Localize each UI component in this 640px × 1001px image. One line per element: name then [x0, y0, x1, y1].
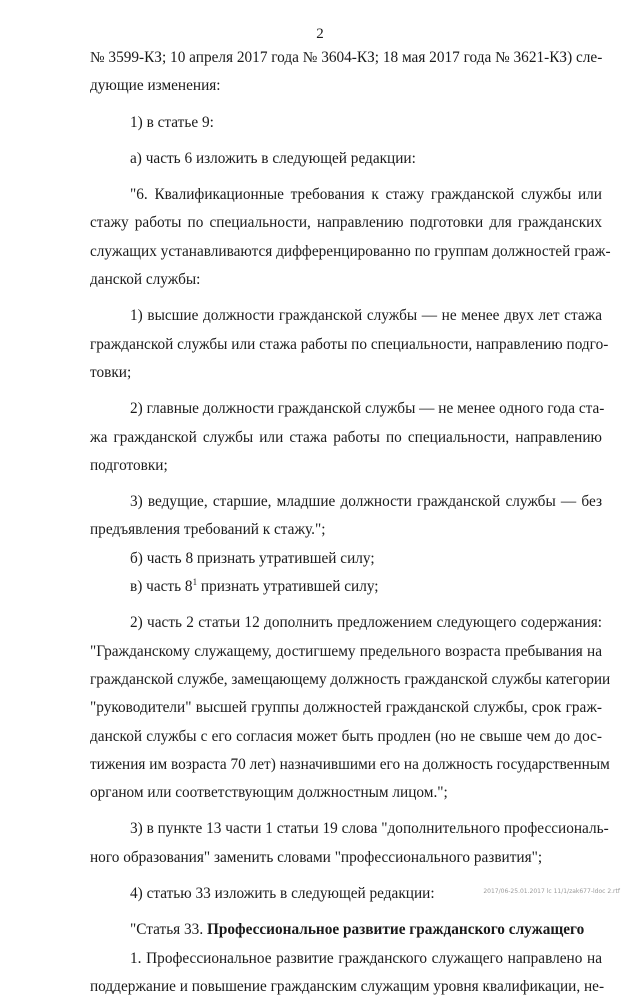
- text-line: 1) высшие должности гражданской службы — не менее двух лет стажа: [130, 307, 602, 325]
- text-line: служащих устанавливаются дифференцированно по группам должностей граж-: [90, 242, 611, 260]
- text-line: стажу работы по специальности, направлению подготовки для гражданских: [90, 214, 602, 232]
- text-fragment: признать утратившей силу;: [197, 578, 379, 596]
- superscript: 1: [192, 577, 198, 588]
- text-line: гражданской службе, замещающему должность гражданской службы категории: [90, 670, 611, 688]
- document-body: [90, 44, 611, 1001]
- article-number: "Статья 33.: [130, 921, 207, 939]
- text-line: органом или соответствующим должностным лицом.";: [90, 784, 448, 802]
- text-line: товки;: [90, 363, 132, 381]
- text-line: данской службы:: [90, 271, 201, 289]
- text-line: 2) часть 2 статьи 12 дополнить предложением следующего содержания:: [130, 614, 602, 632]
- text-line: 1) в статье 9:: [130, 113, 214, 131]
- text-line: [90, 573, 602, 601]
- text-line: 1. Профессиональное развитие гражданского служащего направлено на: [130, 949, 602, 967]
- article-title: Профессиональное развитие гражданского служащего: [206, 921, 585, 939]
- text-fragment: в) часть 8: [130, 578, 193, 596]
- text-line: 2) главные должности гражданской службы — не менее одного года ста-: [130, 400, 605, 418]
- text-line: подготовки;: [90, 456, 168, 474]
- text-line: "Гражданскому служащему, достигшему предельного возраста пребывания на: [90, 642, 602, 660]
- text-line: № 3599-КЗ; 10 апреля 2017 года № 3604-КЗ; 18 мая 2017 года № 3621-КЗ) сле-: [90, 49, 603, 66]
- text-line: тижения им возраста 70 лет) назначившими его на должность государственным: [90, 755, 610, 773]
- text-line: жа гражданской службы или стажа работы по специальности, направлению: [90, 428, 602, 446]
- text-line: "руководители" высшей группы должностей гражданской службы, срок граж-: [90, 699, 602, 717]
- text-line: предъявления требований к стажу.";: [90, 521, 326, 539]
- text-line: 4) статью 33 изложить в следующей редакции:: [130, 885, 435, 903]
- text-line: а) часть 6 изложить в следующей редакции:: [130, 149, 416, 167]
- text-line: "6. Квалификационные требования к стажу гражданской службы или: [130, 186, 602, 204]
- text-line: поддержание и повышение гражданским служащим уровня квалификации, не-: [90, 977, 605, 995]
- page-number: 2: [316, 26, 324, 42]
- footer-file-mark: 2017/06-25.01.2017 lc 11/1/zak677-ldoc 2.rtf: [483, 888, 620, 895]
- text-line: 3) ведущие, старшие, младшие должности гражданской службы — без: [130, 493, 602, 511]
- text-line: ного образования" заменить словами "профессионального развития";: [90, 848, 543, 866]
- text-line: б) часть 8 признать утратившей силу;: [130, 549, 375, 567]
- text-line: дующие изменения:: [90, 77, 221, 95]
- text-line: 3) в пункте 13 части 1 статьи 19 слова "дополнительного профессиональ-: [130, 820, 609, 838]
- text-line: данской службы с его согласия может быть продлен (но не свыше чем до дос-: [90, 727, 602, 745]
- text-line: гражданской службы или стажа работы по специальности, направлению подго-: [90, 335, 609, 353]
- article-heading: [90, 916, 602, 944]
